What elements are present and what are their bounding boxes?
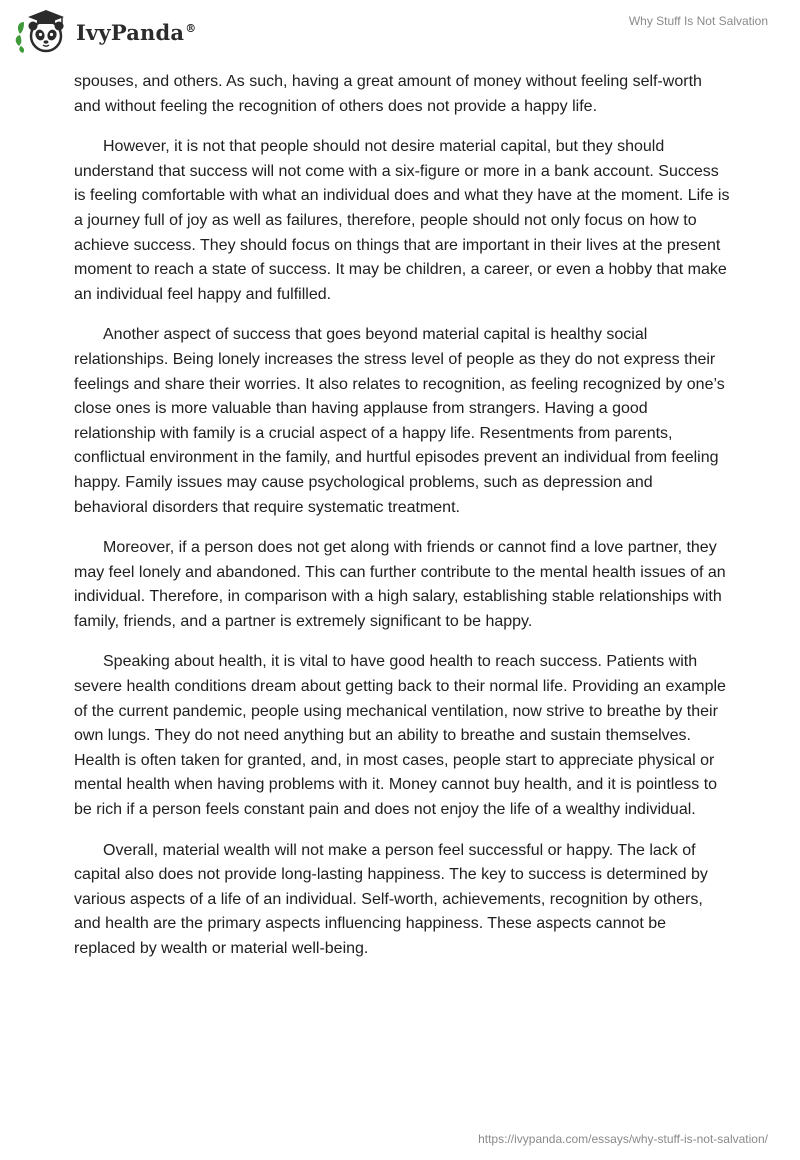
brand-name: IvyPanda®	[76, 19, 197, 45]
paragraph-continued: spouses, and others. As such, having a great amount of money without feeling self-worth and without feeling the recognition of others does not provide a happy life.	[74, 73, 702, 115]
essay-body	[74, 70, 730, 978]
paragraph: Another aspect of success that goes beyond material capital is healthy social relationships. Being lonely increases the stress level of people as they do not express their feelings and share their worries. It also relates to recognition, as feeling recognized by one’s close ones is more valuable than having applause from strangers. Having a good relationship with family is a crucial aspect of a happy life. Resentments from parents, conflictual environment in the family, and hurtful episodes prevent an individual from feeling happy. Family issues may cause psychological problems, such as depression and behavioral disorders that require systematic treatment.	[74, 326, 725, 516]
paragraph: Speaking about health, it is vital to have good health to reach success. Patients with severe health conditions dream about getting back to their normal life. Providing an example of the current pandemic, people using mechanical ventilation, now strive to breathe by their own lungs. They do not need anything but an ability to breathe and sustain themselves. Health is often taken for granted, and, in most cases, people start to appreciate physical or mental health when having problems with it. Money cannot buy health, and it is pointless to be rich if a person feels constant pain and does not enjoy the life of a wealthy individual.	[74, 653, 726, 819]
ivypanda-logo[interactable]	[14, 6, 196, 58]
source-url-link[interactable]: https://ivypanda.com/essays/why-stuff-is-not-salvation/	[478, 1132, 768, 1146]
panda-graduate-icon	[14, 6, 72, 58]
paragraph: However, it is not that people should not desire material capital, but they should understand that success will not come with a six-figure or more in a bank account. Success is feeling comfortable with what an individual does and what they have at the moment. Life is a journey full of joy as well as failures, therefore, people should not only focus on how to achieve success. They should focus on things that are important in their lives at the present moment to reach a state of success. It may be children, a career, or even a hobby that make an individual feel happy and fulfilled.	[74, 138, 730, 303]
paragraph: Moreover, if a person does not get along with friends or cannot find a love partner, they may feel lonely and abandoned. This can further contribute to the mental health issues of an individual. Therefore, in comparison with a high salary, establishing stable relationships with family, friends, and a partner is extremely significant to be happy.	[74, 539, 726, 630]
document-title: Why Stuff Is Not Salvation	[628, 14, 768, 28]
paragraph: Overall, material wealth will not make a person feel successful or happy. The lack of capital also does not provide long-lasting happiness. The key to success is determined by various aspects of a life of an individual. Self-worth, achievements, recognition by others, and health are the primary aspects influencing happiness. These aspects cannot be replaced by wealth or material well-being.	[74, 841, 708, 957]
registered-mark: ®	[185, 21, 197, 35]
page-header	[0, 0, 800, 64]
